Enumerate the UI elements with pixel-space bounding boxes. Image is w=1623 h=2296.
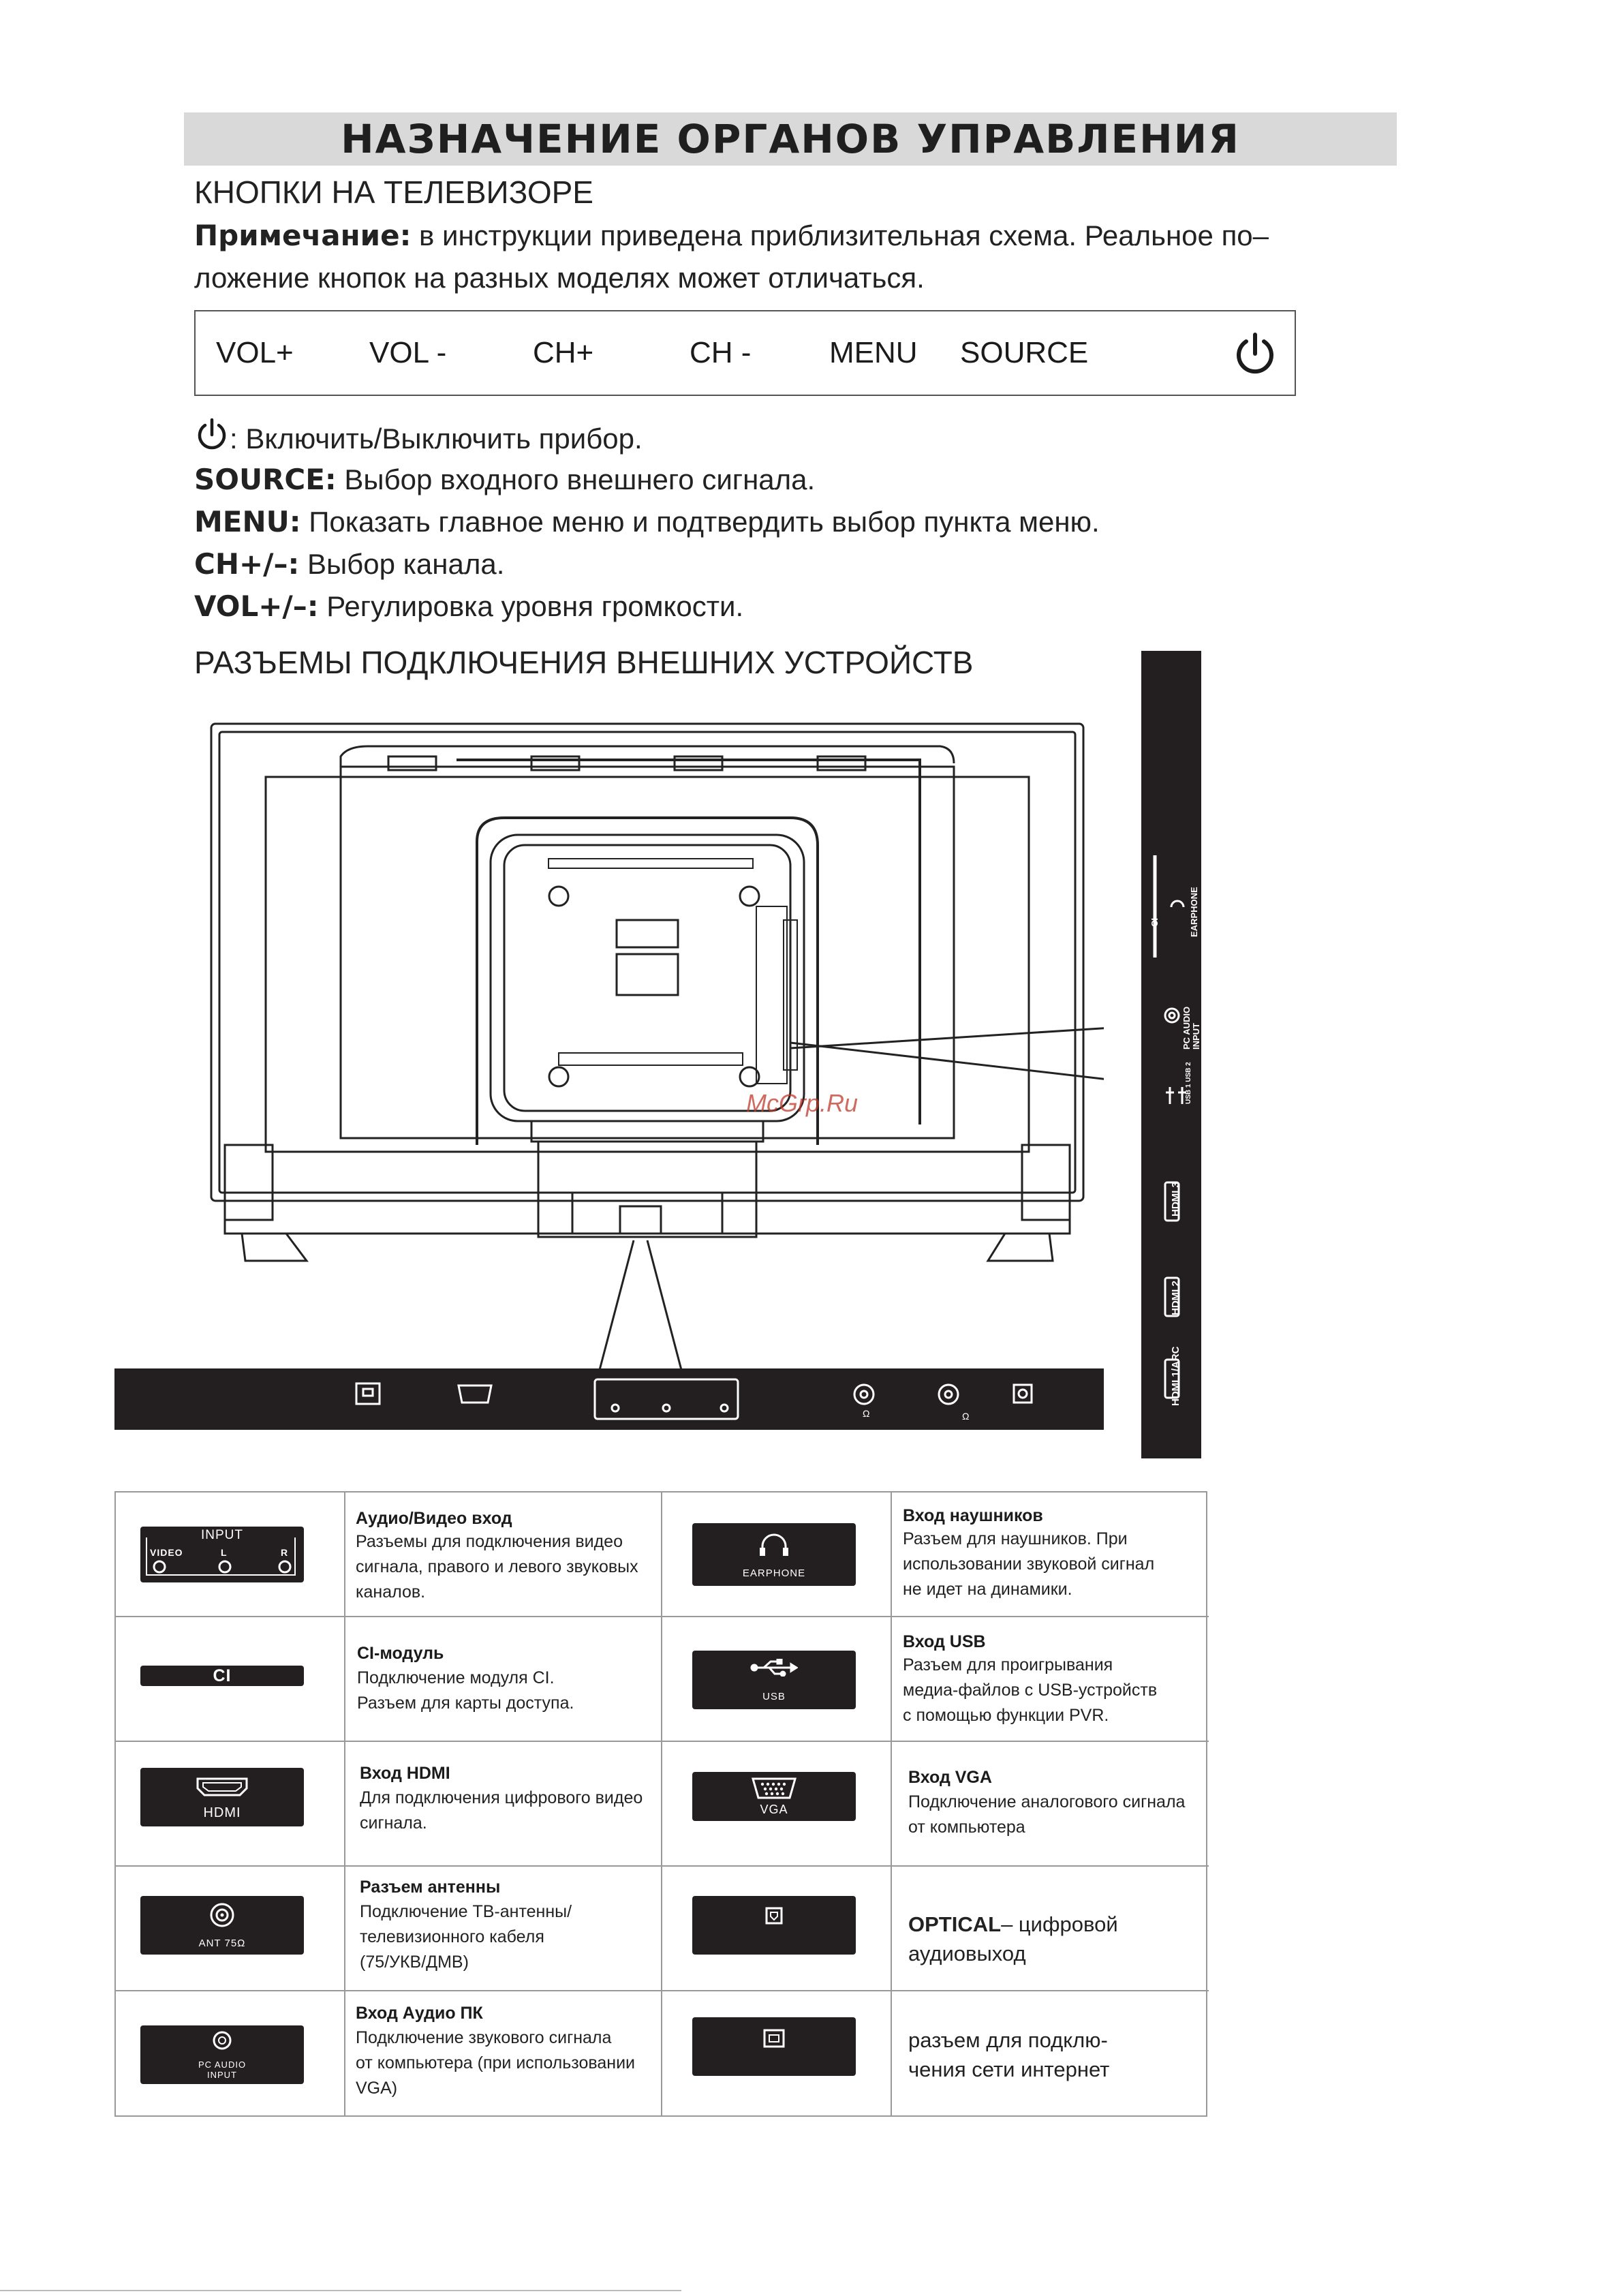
headphones-icon [757,1530,791,1559]
antenna-desc: Подключение ТВ-антенны/ телевизионного кабеля (75/УКВ/ДМВ) [360,1902,572,1972]
antenna-port-icon [208,1901,236,1929]
ci-icon: CI [140,1666,304,1686]
pc-audio-icon-box [140,2025,304,2084]
ci-heading: CI-модуль [357,1644,444,1663]
power-icon [194,417,230,453]
ant-label: ANT 75Ω [198,1938,246,1949]
legend-menu [194,501,1421,543]
optical-text: – цифровой аудиовыход [908,1912,1118,1965]
optical-port-icon [764,1905,784,1926]
ant-port-2-icon [939,1385,958,1404]
usb-icon [750,1659,798,1677]
hdmi-heading: Вход HDMI [360,1764,450,1783]
hdmi-port-icon [195,1776,249,1798]
ant-port-icon [854,1385,874,1404]
page-title: НАЗНАЧЕНИЕ ОРГАНОВ УПРАВЛЕНИЯ [184,112,1397,166]
legend-ch-text: Выбор канала. [307,548,505,580]
av-input-heading: Аудио/Видео вход [356,1509,512,1528]
av-r-label: R [281,1547,289,1558]
ant-icon-box [140,1896,304,1955]
vga-port-icon [750,1776,798,1801]
usb-label: USB [762,1691,786,1702]
optical-desc [908,1910,1206,1968]
usb-heading: Вход USB [903,1632,986,1651]
lan-desc: разъем для подклю- чения сети интернет [908,2028,1110,2081]
legend-menu-label: MENU: [194,505,301,538]
earphone-desc: Разъем для наушников. При использовании звуковой сигнал не идет на динамики. [903,1529,1155,1599]
earphone-icon-box [692,1523,856,1586]
side-ci-label: CI [1149,918,1160,927]
lan-port-icon [356,1383,380,1404]
bottom-connector-icons [114,1368,1104,1430]
vga-label: VGA [760,1803,788,1816]
hdmi-icon-box [140,1768,304,1826]
vga-heading: Вход VGA [908,1768,992,1787]
bottom-connector-panel [114,1368,1104,1430]
vga-icon-box [692,1772,856,1821]
side-connector-panel [1141,651,1201,1458]
side-hdmi1-label: HDMI 1/ARC [1170,1346,1181,1406]
menu-label: MENU [829,336,918,369]
av-l-label: L [221,1547,228,1558]
footer-rule [0,2290,681,2291]
note-line2: ложение кнопок на разных моделях может отличаться. [194,262,925,294]
note-paragraph [194,215,1387,299]
legend-ch [194,543,1421,585]
connector-table [114,1491,1207,2117]
tv-rear-diagram [204,716,1104,1370]
vol-minus-label: VOL - [369,336,447,369]
lan-icon-box [692,2017,856,2076]
audio-jack-icon [211,2030,233,2051]
legend-vol-text: Регулировка уровня громкости. [326,590,744,622]
side-pc-audio-label: PC AUDIO INPUT [1181,1006,1201,1050]
column-divider [344,1493,345,2117]
watermark: McGrp.Ru [746,1089,859,1117]
legend-power [194,417,1421,460]
ohm-label: Ω [863,1408,870,1419]
pc-audio-desc: Подключение звукового сигнала от компьютера (при использовании VGA) [356,2028,636,2098]
hdmi-desc: Для подключения цифрового видео сигнала. [360,1788,643,1833]
side-connector-icons [1141,651,1201,1458]
earphone-heading: Вход наушников [903,1506,1043,1525]
ch-minus-label: CH - [690,336,752,369]
av-input-title: INPUT [201,1528,243,1542]
ci-desc: Подключение модуля CI. Разъем для карты доступа. [357,1668,574,1713]
tv-buttons-strip [194,310,1296,396]
optical-port-icon [1014,1385,1032,1403]
pc-audio-heading: Вход Аудио ПК [356,2004,483,2023]
section-connectors-heading: РАЗЪЕМЫ ПОДКЛЮЧЕНИЯ ВНЕШНИХ УСТРОЙСТВ [194,645,974,680]
hdmi-label: HDMI [203,1805,241,1820]
legend-ch-label: CH+/–: [194,547,300,581]
button-legend [194,417,1421,628]
antenna-heading: Разъем антенны [360,1878,501,1897]
av-input-icon [140,1527,304,1582]
ch-plus-label: CH+ [533,336,594,369]
power-icon [1231,331,1279,378]
av-input-port-block [595,1379,738,1419]
ohm-label: Ω [962,1411,970,1422]
earphone-label: EARPHONE [742,1567,806,1579]
side-hdmi2-label: HDMI 2 [1170,1281,1181,1315]
vol-plus-label: VOL+ [216,336,294,369]
optical-icon-box [692,1896,856,1955]
legend-source-text: Выбор входного внешнего сигнала. [344,463,816,495]
usb-desc: Разъем для проигрывания медиа-файлов с USB-устройств с помощью функции PVR. [903,1655,1158,1725]
vga-port-icon [459,1386,491,1403]
optical-label: OPTICAL [908,1912,1002,1936]
legend-vol-label: VOL+/–: [194,590,319,623]
lan-port-icon [762,2028,786,2049]
av-input-desc: Разъемы для подключения видео сигнала, правого и левого звуковых каналов. [356,1532,638,1602]
side-earphone-label: EARPHONE [1189,887,1199,937]
legend-vol [194,585,1421,628]
pc-audio-label: PC AUDIO INPUT [198,2060,247,2080]
legend-source [194,459,1421,501]
section-buttons-heading: КНОПКИ НА ТЕЛЕВИЗОРЕ [194,174,593,210]
vga-desc: Подключение аналогового сигнала от компьютера [908,1792,1186,1837]
legend-menu-text: Показать главное меню и подтвердить выбор пункта меню. [309,506,1100,538]
note-label: Примечание: [194,219,412,252]
legend-source-label: SOURCE: [194,463,337,496]
usb-icon-box [692,1651,856,1709]
av-jack-icons [140,1557,304,1577]
side-hdmi3-label: HDMI 3 [1170,1182,1181,1216]
legend-power-text: : Включить/Выключить прибор. [230,423,643,455]
column-divider [891,1493,892,2117]
source-label: SOURCE [960,336,1089,369]
side-usb-label: USB 1 USB 2 [1185,1062,1192,1104]
av-video-label: VIDEO [150,1547,183,1558]
note-line1: в инструкции приведена приблизительная схема. Реальное по– [419,219,1269,251]
